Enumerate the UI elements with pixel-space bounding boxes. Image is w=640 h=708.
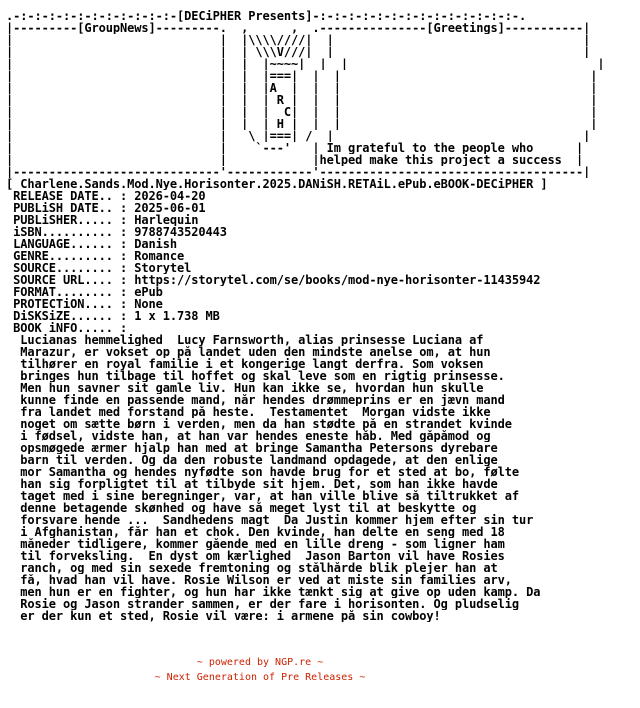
nfo-line: | | |\\\\////| | | [6,34,591,46]
nfo-line: opsmøgede ærmer hjalp han med at bringe Samantha Petersons dyrebare [6,442,498,454]
nfo-line: Rosie og Jason strander sammen, er der fare i horisonten. Og pludselig [6,598,519,610]
nfo-line: ranch, og med sin sexede fremtoning og stålhårde blik plejer han at [6,562,498,574]
nfo-line: PUBLiSH DATE.. : 2025-06-01 [6,202,206,214]
nfo-line: | | \ |===| / | | [6,130,591,142]
nfo-line: | | | | C| | | | [6,106,598,118]
nfo-line: Men hun savner sit gamle liv. Hun kan ikke se, hvordan hun skulle [6,382,484,394]
nfo-line: PROTECTiON.... : None [6,298,163,310]
nfo-line: barn til verden. Og da den robuste landmand opdagede, at den enlige [6,454,498,466]
nfo-line: SOURCE URL.... : https://storytel.com/se/books/mod-nye-horisonter-11435942 [6,274,541,286]
nfo-line: DiSKSiZE...... : 1 x 1.738 MB [6,310,220,322]
nfo-line: mor Samantha og hendes nyfødte son havde brug for et sted at bo, følte [6,466,519,478]
nfo-line: | | | | H | | | | [6,118,598,130]
nfo-line: er der kun et sted, Rosie vil være: i armene på sin cowboy! [6,610,441,622]
nfo-line: denne betagende skønhed og have så meget lyst til at beskytte og [6,502,477,514]
nfo-line: noget om sætte børn i verden, men da han stødte på en strandet kvinde [6,418,512,430]
nfo-line: RELEASE DATE.. : 2026-04-20 [6,190,206,202]
nfo-line: Lucianas hemmelighed Lucy Farnsworth, alias prinsesse Luciana af [6,334,484,346]
footer-powered-by: ~ powered by NGP.re ~ [196,657,324,668]
nfo-line: kunne finde en passende mand, når hendes drømmeprins er en jævn mand [6,394,505,406]
nfo-line: .-:-:-:-:-:-:-:-:-:-:-:-[DECiPHER Presents]-:-:-:-:-:-:-:-:-:-:-:-:-:-:-. [6,10,527,22]
nfo-line: LANGUAGE...... : Danish [6,238,177,250]
nfo-line: | | |helped make this project a success | [6,154,584,166]
nfo-line: BOOK iNFO..... : [6,322,128,334]
nfo-line: Marazur, er vokset op på landet uden den mindste anelse om, at hun [6,346,491,358]
nfo-line: tilhører en royal familie i et kongerige langt derfra. Som voksen [6,358,484,370]
nfo-line: i fødsel, vidste han, at han var hendes eneste håb. Med gåpåmod og [6,430,491,442]
nfo-line: til forveksling. En dyst om kærlighed Jason Barton vil have Rosies [6,550,505,562]
nfo-line: få, hvad han vil have. Rosie Wilson er ved at miste sin families arv, [6,574,512,586]
nfo-line: [ Charlene.Sands.Mod.Nye.Horisonter.2025.DANiSH.RETAiL.ePub.eBOOK-DECiPHER ] [6,178,548,190]
nfo-line: forsvare hende ... Sandhedens magt Da Justin kommer hjem efter sin tur [6,514,534,526]
nfo-line: taget med i sine beregninger, var, at han ville blive så tiltrukket af [6,490,519,502]
nfo-line: iSBN.......... : 9788743520443 [6,226,227,238]
nfo-line: han sig forpligtet til at tilbyde sit hjem. Det, som han ikke havde [6,478,498,490]
nfo-line: fra landet med forstand på heste. Testamentet Morgan vidste ikke [6,406,491,418]
nfo-line: | | | |~~~~| | | | [6,58,605,70]
nfo-line: PUBLiSHER..... : Harlequin [6,214,199,226]
nfo-line: bringes hun tilbage til hoffet og skal leve som en rigtig prinsesse. [6,370,505,382]
nfo-line: |-----------------------------'------------'-------------------------------------| [6,166,591,178]
nfo-line: GENRE......... : Romance [6,250,185,262]
nfo-line: | | | \\\V///| | | [6,46,591,58]
nfo-line: SOURCE........ : Storytel [6,262,192,274]
nfo-line: men hun er en fighter, og hun har ikke tænkt sig at give op uden kamp. Da [6,586,541,598]
footer-tagline: ~ Next Generation of Pre Releases ~ [154,672,366,683]
nfo-line: i Afghanistan, får han et chok. Den kvinde, han delte en seng med 18 [6,526,505,538]
nfo-line: måneder tidligere, kommer gående med en lille dreng - som ligner ham [6,538,505,550]
nfo-line: | | | |===| | | | [6,70,598,82]
nfo-line: | | `---' | Im grateful to the people who | [6,142,584,154]
nfo-line: | | | | R | | | | [6,94,598,106]
nfo-text-block [6,10,636,622]
nfo-line: | | | |A | | | | [6,82,598,94]
nfo-line: FORMAT........ : ePub [6,286,163,298]
nfo-line: |---------[GroupNews]---------. , , .---------------[Greetings]-----------| [6,22,591,34]
